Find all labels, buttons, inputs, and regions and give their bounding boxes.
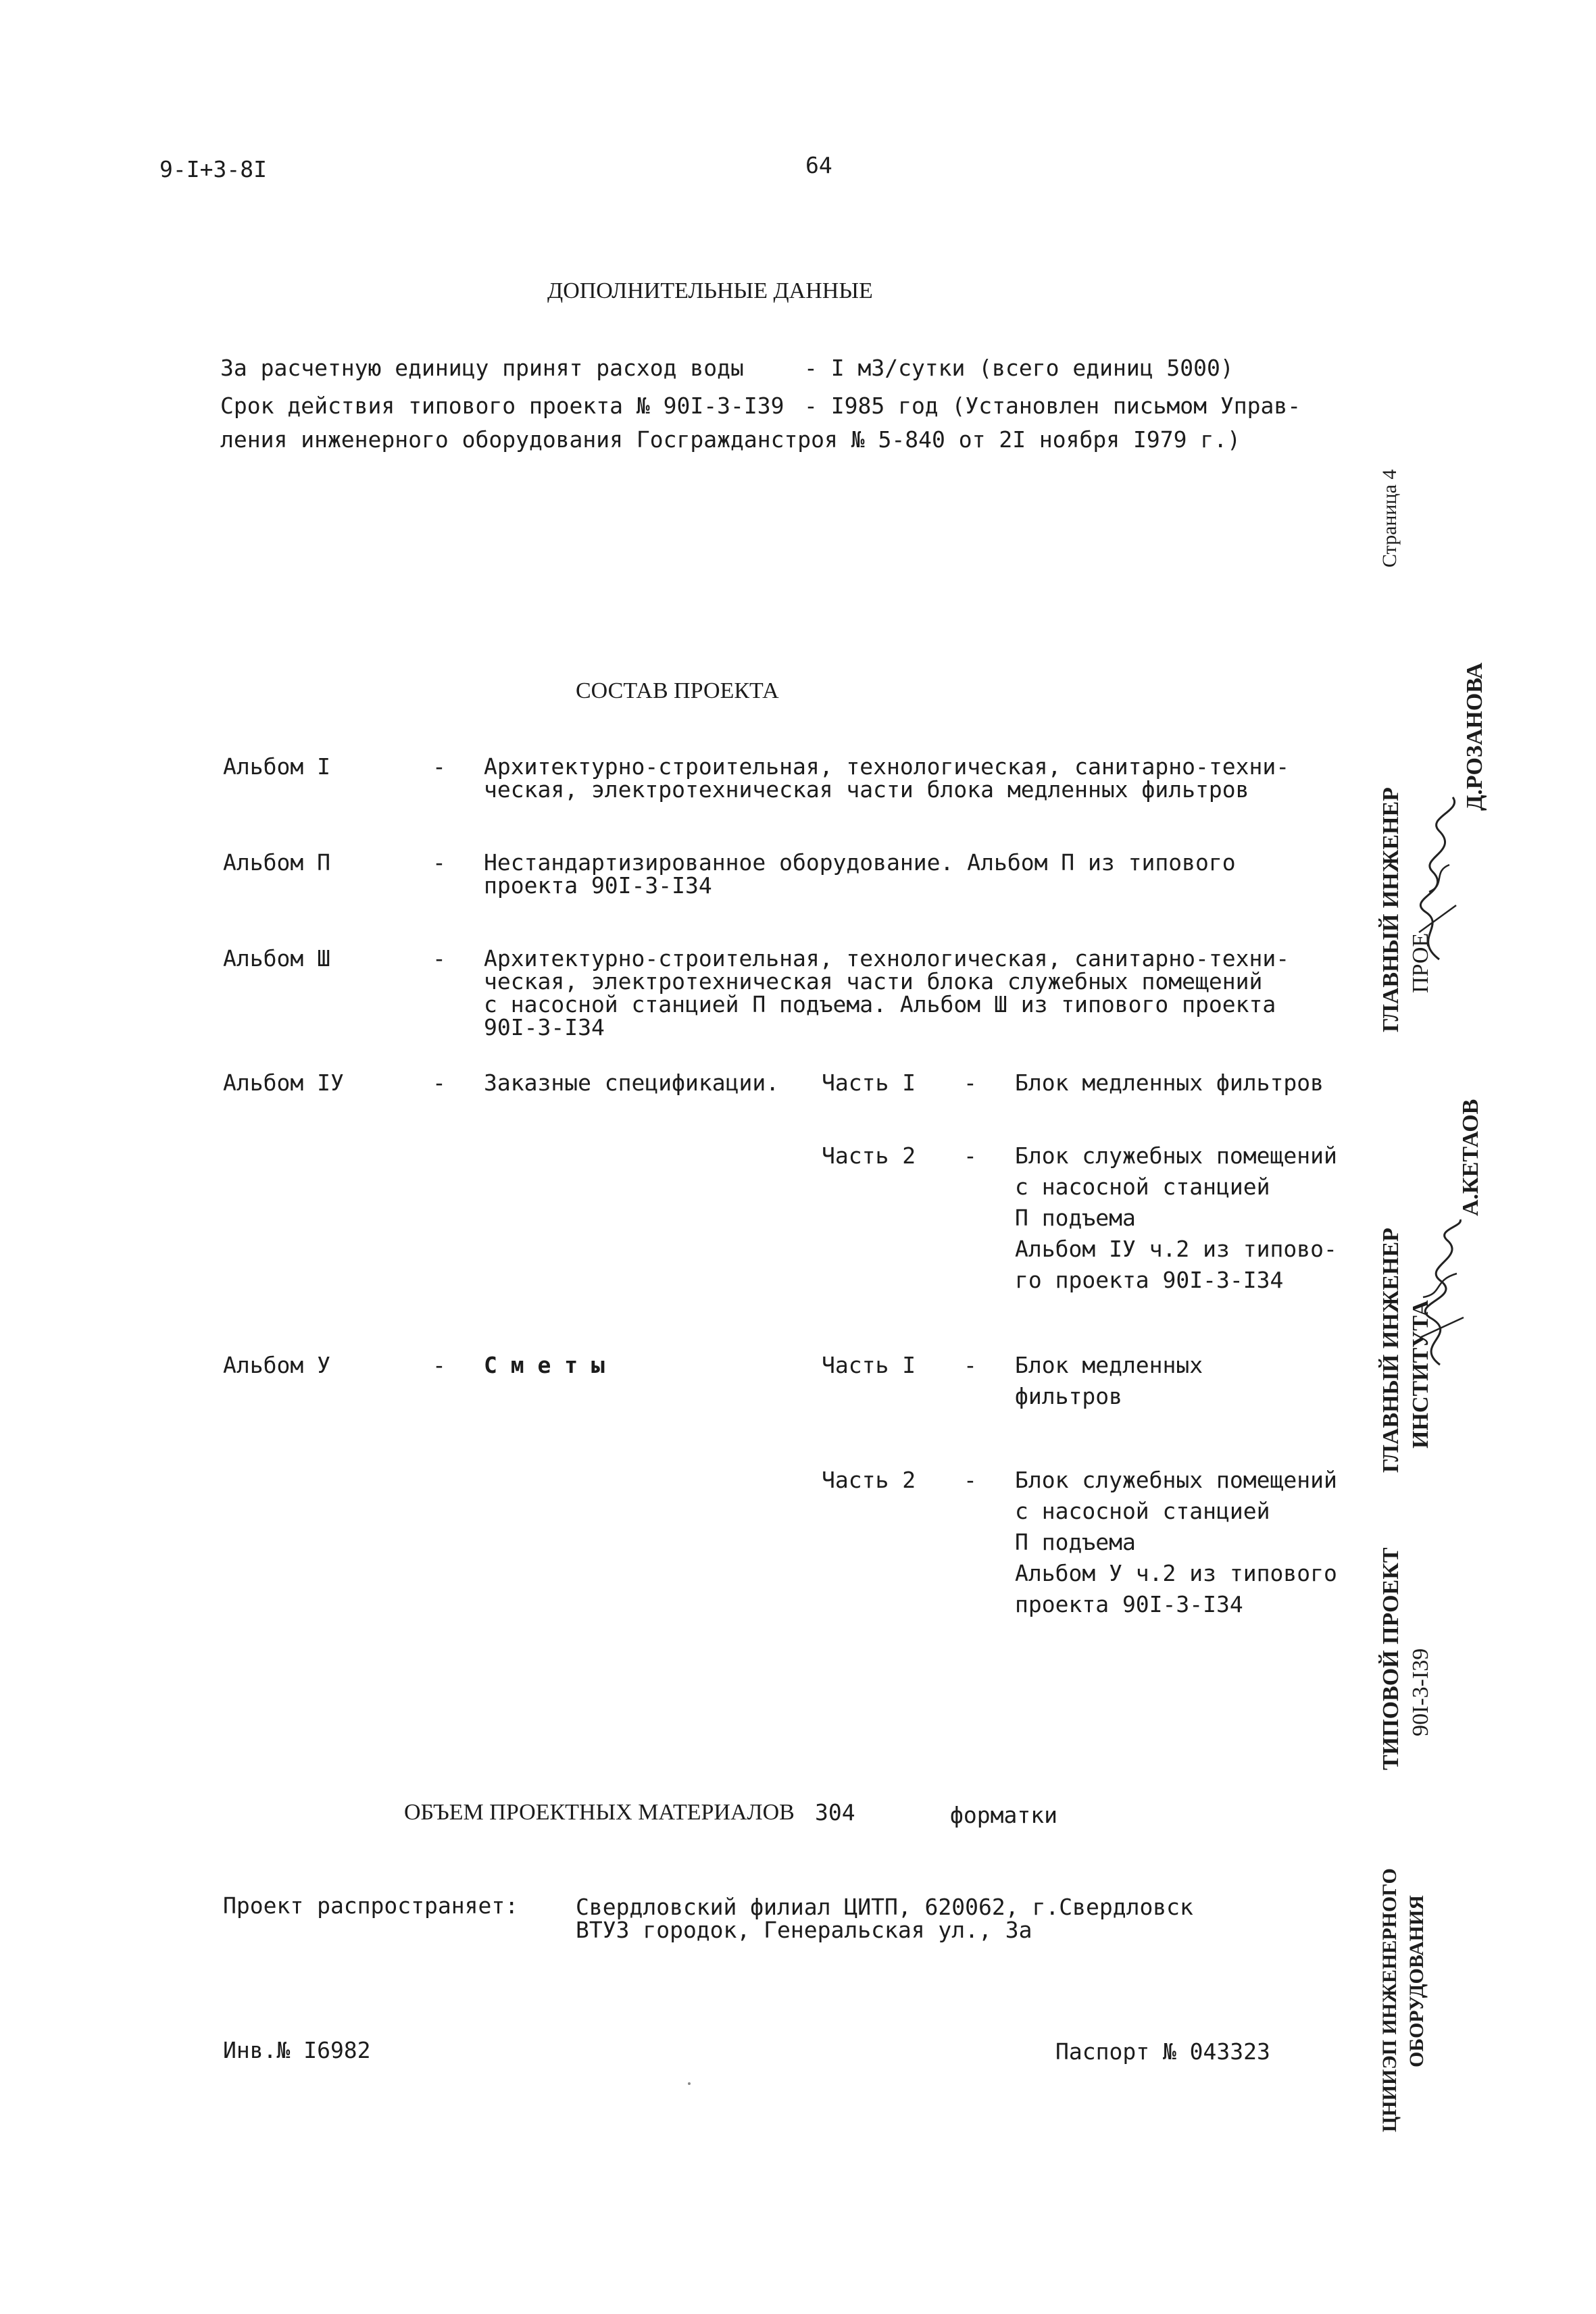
document-code: 9-I+3-8I [159, 156, 267, 182]
side-project-engineer-sub: ПРОЕ [1408, 932, 1433, 993]
volume-label: ОБЪЕМ ПРОЕКТНЫХ МАТЕРИАЛОВ [404, 1800, 795, 1825]
album-5-part-1-dash: - [964, 1352, 977, 1378]
page-number: 64 [805, 152, 832, 178]
side-typical-project-title: ТИПОВОЙ ПРОЕКТ [1378, 1547, 1403, 1770]
album-2-dash: - [432, 849, 446, 876]
composition-heading: СОСТАВ ПРОЕКТА [576, 678, 779, 703]
album-3-dash: - [432, 945, 446, 972]
album-5-part-2-name: Часть 2 [822, 1467, 916, 1493]
album-4-part-2-dash: - [964, 1142, 977, 1169]
passport-number: Паспорт № 043323 [1055, 2038, 1270, 2065]
album-1-name: Альбом I [223, 753, 330, 780]
album-5-part-2-line-3: П подъема [1015, 1529, 1136, 1555]
side-project-engineer-title: ГЛАВНЫЙ ИНЖЕНЕР [1378, 787, 1403, 1032]
album-5-part-1-line-2: фильтров [1015, 1383, 1122, 1409]
side-institute-engineer-name: А.КЕТАОВ [1458, 1099, 1483, 1216]
validity-label: Срок действия типового проекта № 90I-3-I39 [220, 393, 784, 419]
unit-label: За расчетную единицу принят расход воды [220, 355, 744, 381]
album-4-name: Альбом IУ [223, 1070, 344, 1096]
validity-continuation: ления инженерного оборудования Госгражданстроя № 5-840 от 2I ноября I979 г.) [220, 426, 1241, 453]
inventory-number: Инв.№ I6982 [223, 2037, 371, 2063]
album-5-part-2-line-1: Блок служебных помещений [1015, 1467, 1337, 1493]
side-typical-project-number: 90I-3-I39 [1408, 1648, 1433, 1736]
side-institute-engineer-title: ГЛАВНЫЙ ИНЖЕНЕР [1378, 1228, 1403, 1473]
album-4-part-1-name: Часть I [822, 1070, 916, 1096]
unit-value: - I м3/сутки (всего единиц 5000) [804, 355, 1234, 381]
album-4-part-2-line-3: П подъема [1015, 1205, 1136, 1231]
album-3-desc-2: ческая, электротехническая части блока служебных помещений [484, 968, 1263, 995]
album-5-part-2-line-2: с насосной станцией [1015, 1498, 1270, 1524]
album-2-name: Альбом П [223, 849, 330, 876]
scan-dot [688, 2082, 691, 2085]
album-4-part-2-line-5: го проекта 90I-3-I34 [1015, 1267, 1284, 1293]
album-5-part-2-line-5: проекта 90I-3-I34 [1015, 1591, 1243, 1617]
album-5-dash: - [432, 1352, 446, 1378]
album-3-desc-1: Архитектурно-строительная, технологическая, санитарно-техни- [484, 945, 1290, 972]
distribution-line-2: ВТУЗ городок, Генеральская ул., 3а [576, 1917, 1032, 1943]
extra-data-heading: ДОПОЛНИТЕЛЬНЫЕ ДАННЫЕ [547, 278, 873, 303]
album-4-part-1-dash: - [964, 1070, 977, 1096]
album-4-dash: - [432, 1070, 446, 1096]
album-5-part-1-name: Часть I [822, 1352, 916, 1378]
validity-value: - I985 год (Установлен письмом Управ- [804, 393, 1301, 419]
album-3-desc-4: 90I-3-I34 [484, 1014, 605, 1040]
album-2-desc-1: Нестандартизированное оборудование. Альбом П из типового [484, 849, 1236, 876]
distribution-line-1: Свердловский филиал ЦИТП, 620062, г.Свердловск [576, 1894, 1193, 1920]
album-2-desc-2: проекта 90I-3-I34 [484, 872, 712, 899]
album-1-desc-1: Архитектурно-строительная, технологическая, санитарно-техни- [484, 753, 1290, 780]
album-3-desc-3: с насосной станцией П подъема. Альбом Ш из типового проекта [484, 991, 1276, 1017]
side-org-line-2: ОБОРУДОВАНИЯ [1405, 1895, 1428, 2067]
side-page-label: Страница 4 [1378, 469, 1401, 568]
album-4-part-1-line-1: Блок медленных фильтров [1015, 1070, 1324, 1096]
album-4-part-2-line-4: Альбом IУ ч.2 из типово- [1015, 1236, 1337, 1262]
project-engineer-signature [1399, 790, 1473, 966]
album-5-part-2-dash: - [964, 1467, 977, 1493]
album-1-desc-2: ческая, электротехническая части блока медленных фильтров [484, 776, 1249, 803]
volume-value: 304 [815, 1799, 855, 1826]
side-org-line-1: ЦНИИЭП ИНЖЕНЕРНОГО [1378, 1868, 1401, 2132]
distribution-label: Проект распространяет: [223, 1892, 519, 1919]
album-5-part-2-line-4: Альбом У ч.2 из типового [1015, 1560, 1337, 1586]
volume-unit: форматки [950, 1802, 1057, 1828]
album-1-dash: - [432, 753, 446, 780]
institute-engineer-signature [1403, 1216, 1477, 1372]
album-4-part-2-name: Часть 2 [822, 1142, 916, 1169]
side-institute-engineer-sub: ИНСТИТУТА [1408, 1300, 1433, 1449]
side-project-engineer-name: Д.РОЗАНОВА [1462, 662, 1487, 811]
album-3-name: Альбом Ш [223, 945, 330, 972]
album-5-desc: С м е т ы [484, 1352, 605, 1378]
album-4-part-2-line-1: Блок служебных помещений [1015, 1142, 1337, 1169]
album-4-desc: Заказные спецификации. [484, 1070, 780, 1096]
album-5-part-1-line-1: Блок медленных [1015, 1352, 1203, 1378]
album-4-part-2-line-2: с насосной станцией [1015, 1174, 1270, 1200]
album-5-name: Альбом У [223, 1352, 330, 1378]
